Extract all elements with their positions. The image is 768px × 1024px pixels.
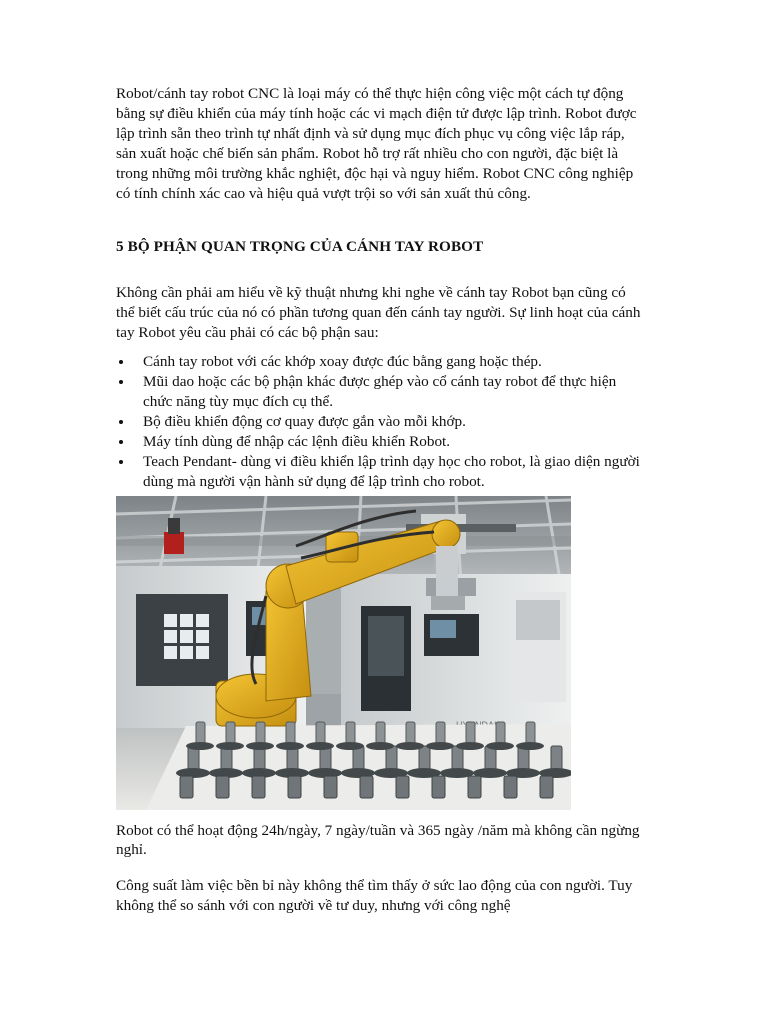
list-item: Bộ điều khiển động cơ quay được gắn vào mỗi khớp.	[116, 412, 648, 432]
list-item: Cánh tay robot với các khớp xoay được đúc bằng gang hoặc thép.	[116, 352, 648, 372]
article-page	[116, 84, 648, 916]
caption-paragraph: Robot có thể hoạt động 24h/ngày, 7 ngày/tuần và 365 ngày /năm mà không cần ngừng nghỉ.	[116, 821, 640, 859]
component-list	[116, 352, 648, 491]
list-item: Mũi dao hoặc các bộ phận khác được ghép vào cổ cánh tay robot để thực hiện chức năng tùy mục đích cụ thể.	[116, 372, 648, 412]
list-item: Máy tính dùng để nhập các lệnh điều khiển Robot.	[116, 432, 648, 452]
list-item: Teach Pendant- dùng vi điều khiển lập trình dạy học cho robot, là giao diện người dùng mà người vận hành sử dụng để lập trình cho robot.	[116, 452, 648, 492]
section-heading: 5 BỘ PHẬN QUAN TRỌNG CỦA CÁNH TAY ROBOT	[116, 238, 484, 256]
lead-paragraph: Không cần phải am hiểu về kỹ thuật nhưng khi nghe về cánh tay Robot bạn cũng có thể biết cấu trúc của nó có phần tương quan đến cánh tay người. Sự linh hoạt của cánh tay Robot yêu cầu phải có các bộ phận sau:	[116, 284, 641, 342]
intro-paragraph: Robot/cánh tay robot CNC là loại máy có thể thực hiện công việc một cách tự động bằng sự điều khiển của máy tính hoặc các vi mạch điện tử được lập trình. Robot được lập trình sẵn theo trình tự nhất định và sử dụng mục đích phục vụ công việc lắp ráp, sản xuất hoặc chế biến sản phẩm. Robot hỗ trợ rất nhiều cho con người, đặc biệt là trong những môi trường khắc nghiệt, độc hại và nguy hiểm. Robot CNC công nghiệp có tính chính xác cao và hiệu quả vượt trội so với sản xuất thủ công.	[116, 85, 637, 202]
robot-arm-photo	[116, 496, 571, 810]
closing-paragraph: Công suất làm việc bền bỉ này không thể tìm thấy ở sức lao động của con người. Tuy không thể so sánh với con người về tư duy, nhưng với công nghệ	[116, 877, 633, 915]
